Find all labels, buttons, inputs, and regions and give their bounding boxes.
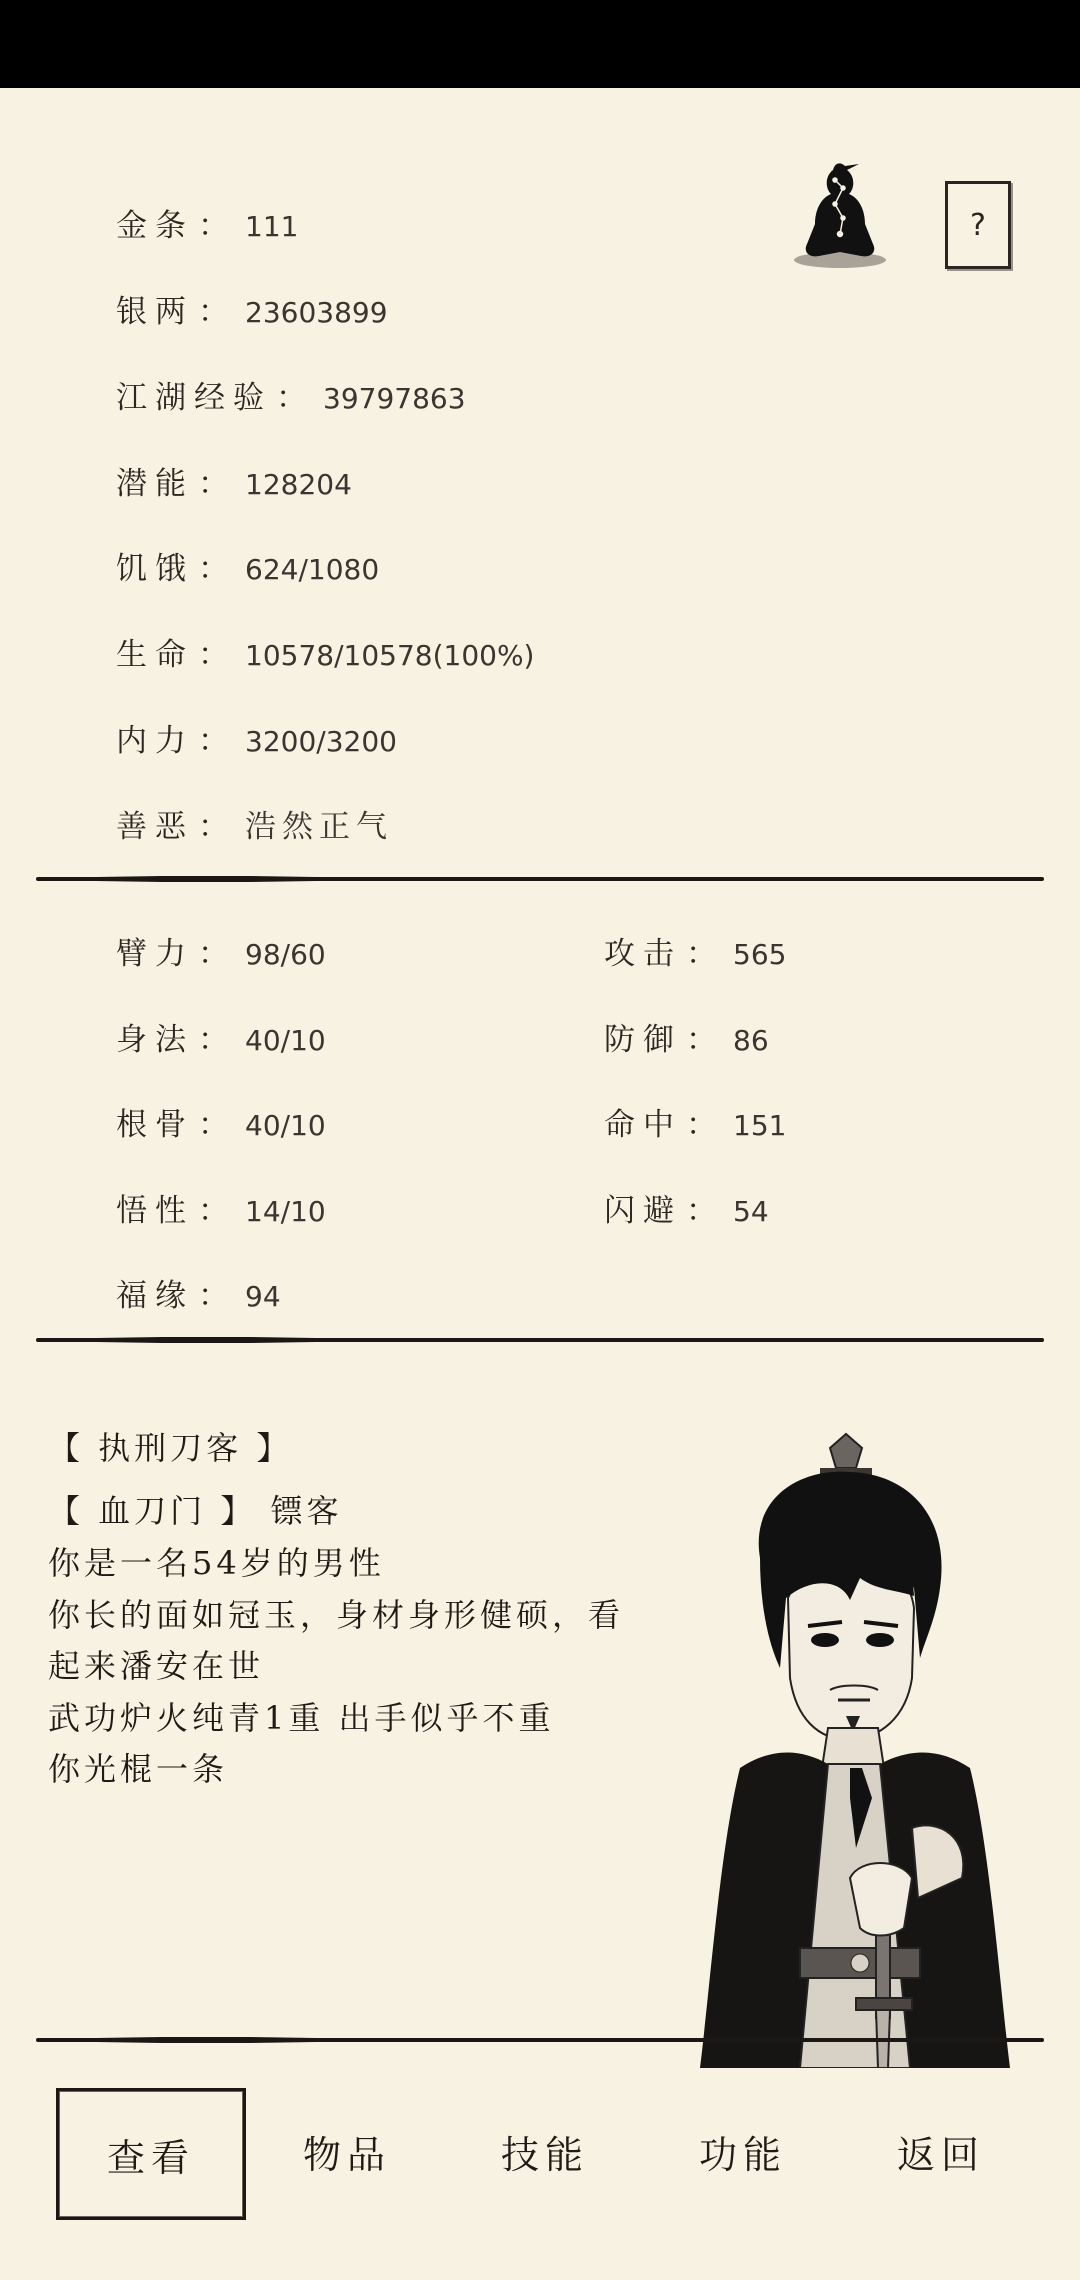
stat-potential: 潜能 ： 128204 [116, 466, 352, 502]
profile-line-appearance: 你长的面如冠玉，身材身形健硕，看 [48, 1596, 625, 1634]
meditating-figure-icon[interactable] [785, 148, 895, 278]
stat-morality: 善恶 ： 浩然正气 [116, 809, 393, 845]
character-page [0, 88, 1080, 2280]
attr-fortune: 福缘 ： 94 [116, 1278, 281, 1314]
profile-line-appearance-cont: 起来潘安在世 [48, 1647, 265, 1685]
attr-attack: 攻击 ： 565 [604, 936, 787, 972]
profile-line-sect: 【 血刀门 】 镖客 [48, 1492, 343, 1530]
tab-skills-label: 技能 [500, 2132, 589, 2177]
stat-gold-bars: 金条 ： 111 [116, 208, 299, 244]
stat-hunger: 饥饿 ： 624/1080 [116, 551, 380, 587]
attr-agility: 身法 ： 40/10 [116, 1022, 326, 1058]
tab-view-label: 查看 [106, 2135, 195, 2180]
tab-skills[interactable] [460, 2088, 630, 2214]
help-button-label: ? [970, 207, 986, 243]
profile-line-marital: 你光棍一条 [48, 1750, 229, 1788]
stat-experience: 江湖经验 ： 39797863 [116, 380, 466, 416]
profile-title: 【 执刑刀客 】 [48, 1429, 293, 1467]
attr-comprehension: 悟性 ： 14/10 [116, 1193, 326, 1229]
tab-items[interactable] [262, 2088, 432, 2214]
divider-top [36, 877, 1044, 881]
divider-bottom [36, 2038, 1044, 2042]
attr-accuracy: 命中 ： 151 [604, 1107, 787, 1143]
help-button[interactable] [945, 181, 1011, 269]
attr-strength: 臂力 ： 98/60 [116, 936, 326, 972]
stat-life: 生命 ： 10578/10578(100%) [116, 637, 535, 673]
tab-view[interactable] [56, 2088, 246, 2220]
profile-line-age: 你是一名54岁的男性 [48, 1544, 385, 1582]
status-bar [0, 0, 1080, 88]
character-portrait [700, 1428, 1010, 2068]
bottom-tab-bar [0, 2088, 1080, 2238]
stat-inner-force: 内力 ： 3200/3200 [116, 723, 397, 759]
attr-defense: 防御 ： 86 [604, 1022, 769, 1058]
tab-back-label: 返回 [896, 2132, 985, 2177]
profile-line-martial: 武功炉火纯青1重 出手似乎不重 [48, 1699, 555, 1737]
tab-functions-label: 功能 [698, 2132, 787, 2177]
attr-constitution: 根骨 ： 40/10 [116, 1107, 326, 1143]
tab-items-label: 物品 [302, 2132, 391, 2177]
attr-dodge: 闪避 ： 54 [604, 1193, 769, 1229]
tab-functions[interactable] [658, 2088, 828, 2214]
tab-back[interactable] [856, 2088, 1026, 2214]
stat-silver: 银两 ： 23603899 [116, 294, 388, 330]
divider-middle [36, 1338, 1044, 1342]
